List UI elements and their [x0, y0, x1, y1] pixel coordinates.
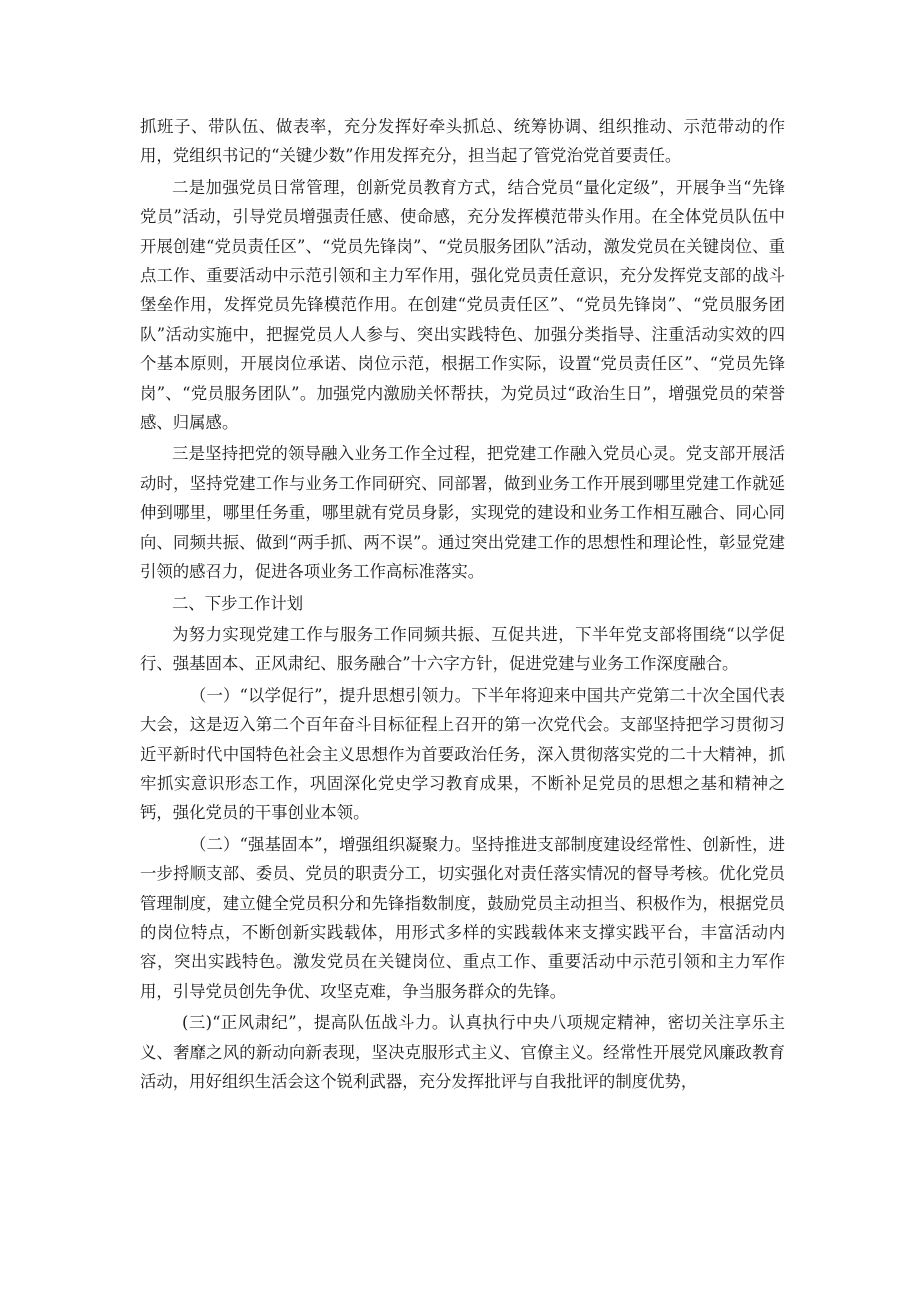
- paragraph-plan-item-1: （一）“以学促行”，提升思想引领力。下半年将迎来中国共产党第二十次全国代表大会，这是迈入第二个百年奋斗目标征程上召开的第一次党代会。支部坚持把学习贯彻习近平新时代中国特色社会主义思想作为首要政治任务，深入贯彻落实党的二十大精神，抓牢抓实意识形态工作，巩固深化党史学习教育成果，不断补足党员的思想之基和精神之钙，强化党员的干事创业本领。: [140, 685, 785, 823]
- paragraph-continuation: 抓班子、带队伍、做表率，充分发挥好牵头抓总、统筹协调、组织推动、示范带动的作用，党组织书记的“关键少数”作用发挥充分，担当起了管党治党首要责任。: [140, 117, 785, 166]
- paragraph-point-three: 三是坚持把党的领导融入业务工作全过程，把党建工作融入党员心灵。党支部开展活动时，坚持党建工作与业务工作同研究、同部署，做到业务工作开展到哪里党建工作就延伸到哪里，哪里任务重，哪里就有党员身影，实现党的建设和业务工作相互融合、同心同向、同频共振、做到“两手抓、两不误”。通过突出党建工作的思想性和理论性，彰显党建引领的感召力，促进各项业务工作高标准落实。: [140, 444, 785, 582]
- paragraph-plan-item-2: （二）“强基固本”，增强组织凝聚力。坚持推进支部制度建设经常性、创新性，进一步捋顺支部、委员、党员的职责分工，切实强化对责任落实情况的督导考核。优化党员管理制度，建立健全党员积分和先锋指数制度，鼓励党员主动担当、积极作为，根据党员的岗位特点，不断创新实践载体，用形式多样的实践载体来支撑实践平台，丰富活动内容，突出实践特色。激发党员在关键岗位、重点工作、重要活动中示范引领和主力军作用，引导党员创先争优、攻坚克难，争当服务群众的先锋。: [140, 834, 785, 1001]
- section-heading-next-plan: 二、下步工作计划: [172, 593, 304, 613]
- document-body: [140, 112, 785, 1098]
- paragraph-point-two: 二是加强党员日常管理，创新党员教育方式，结合党员“量化定级”，开展争当“先锋党员”活动，引导党员增强责任感、使命感，充分发挥模范带头作用。在全体党员队伍中开展创建“党员责任区”、“党员先锋岗”、“党员服务团队”活动，激发党员在关键岗位、重点工作、重要活动中示范引领和主力军作用，强化党员责任意识，充分发挥党支部的战斗堡垒作用，发挥党员先锋模范作用。在创建“党员责任区”、“党员先锋岗”、“党员服务团队”活动实施中，把握党员人人参与、突出实践特色、加强分类指导、注重活动实效的四个基本原则，开展岗位承诺、岗位示范，根据工作实际，设置“党员责任区”、“党员先锋岗”、“党员服务团队”。加强党内激励关怀帮扶，为党员过“政治生日”，增强党员的荣誉感、归属感。: [140, 177, 785, 433]
- paragraph-plan-intro: 为努力实现党建工作与服务工作同频共振、互促共进，下半年党支部将围绕“以学促行、强基固本、正风肃纪、服务融合”十六字方针，促进党建与业务工作深度融合。: [140, 624, 785, 674]
- paragraph-plan-item-3: (三)“正风肃纪”，提高队伍战斗力。认真执行中央八项规定精神，密切关注享乐主义、奢靡之风的新动向新表现，坚决克服形式主义、官僚主义。经常性开展党风廉政教育活动，用好组织生活会这个锐利武器，充分发挥批评与自我批评的制度优势，: [140, 1013, 785, 1091]
